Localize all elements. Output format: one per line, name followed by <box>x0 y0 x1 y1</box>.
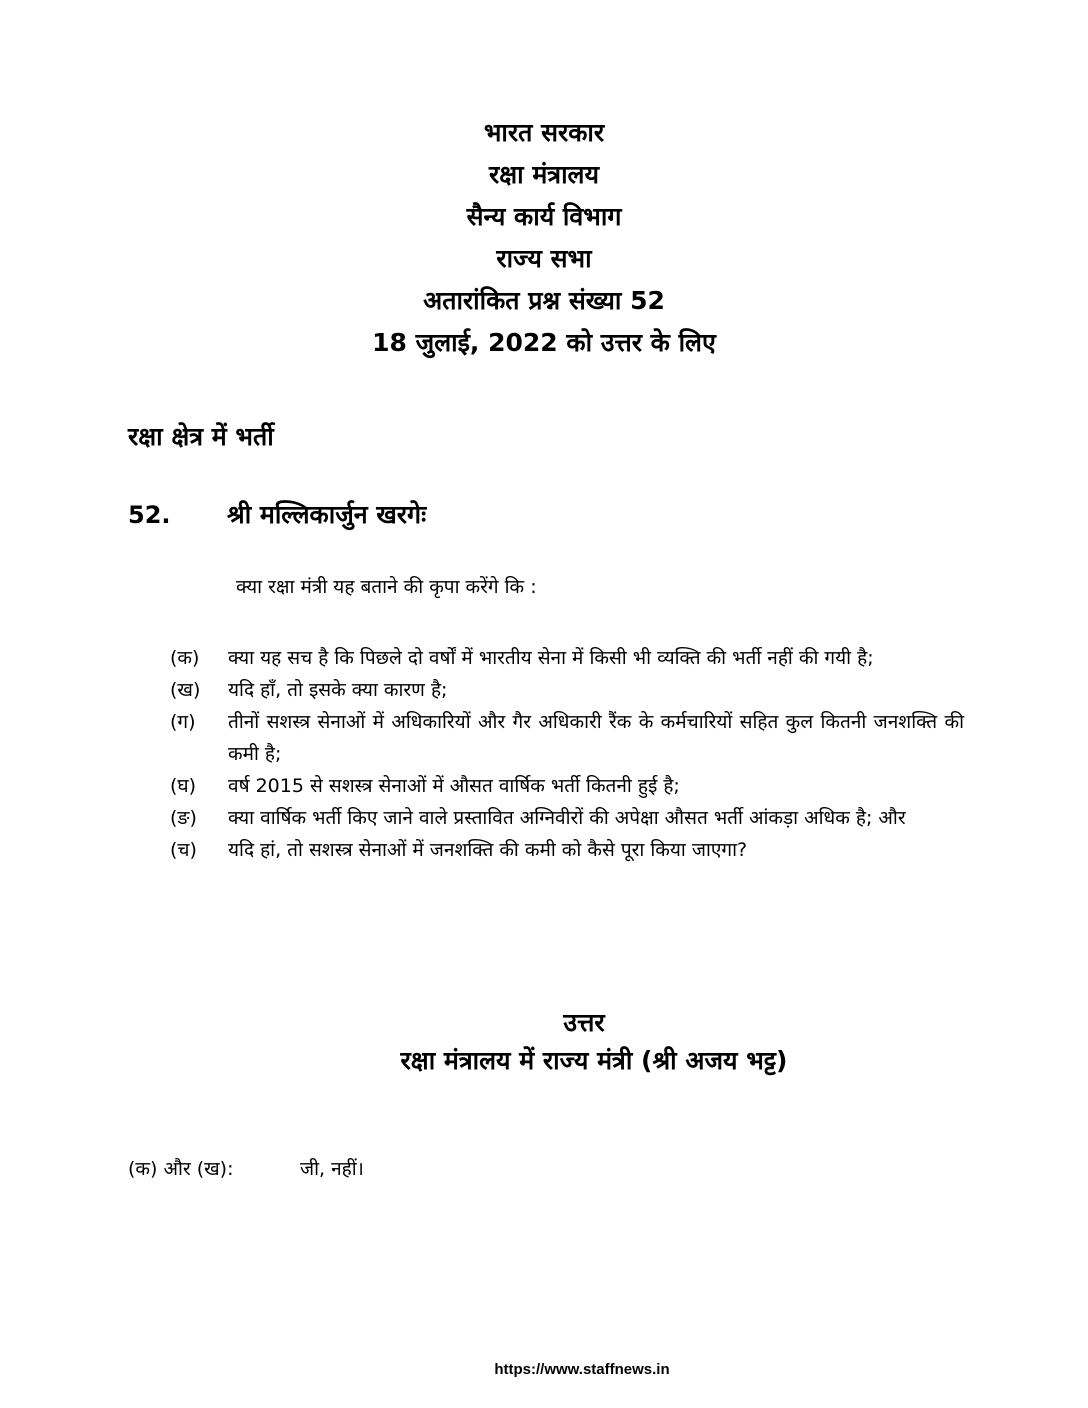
list-item <box>170 642 964 674</box>
header-government: भारत सरकार <box>483 118 605 147</box>
header-question-number: अतारांकित प्रश्न संख्या 52 <box>423 286 665 315</box>
question-number: 52. <box>128 501 171 529</box>
list-item-text: तीनों सशस्त्र सेनाओं में अधिकारियों और गैर अधिकारी रैंक के कर्मचारियों सहित कुल कितनी जनशक्ति की कमी है; <box>228 711 964 765</box>
header-answer-date: 18 जुलाई, 2022 को उत्तर के लिए <box>372 328 716 357</box>
list-item-text: यदि हाँ, तो इसके क्या कारण है; <box>228 679 448 701</box>
answer-respondent: रक्षा मंत्रालय में राज्य मंत्री (श्री अजय भट्ट) <box>400 1046 788 1075</box>
footer-url: https://www.staffnews.in <box>494 1361 670 1378</box>
list-item <box>170 706 964 770</box>
list-item-text: वर्ष 2015 से सशस्त्र सेनाओं में औसत वार्षिक भर्ती कितनी हुई है; <box>228 775 680 797</box>
header-house: राज्य सभा <box>496 244 592 273</box>
reply-text: जी, नहीं। <box>300 1158 364 1180</box>
header-department: सैन्य कार्य विभाग <box>466 202 622 231</box>
question-intro: क्या रक्षा मंत्री यह बताने की कृपा करेंगे कि : <box>236 576 537 598</box>
answer-title: उत्तर <box>563 1008 605 1037</box>
list-item <box>170 770 964 802</box>
question-list <box>170 642 964 866</box>
list-item-label: (च) <box>170 839 197 861</box>
header-ministry: रक्षा मंत्रालय <box>488 160 599 189</box>
list-item-label: (घ) <box>170 775 197 797</box>
question-subject: रक्षा क्षेत्र में भर्ती <box>128 422 274 451</box>
list-item-text: क्या वार्षिक भर्ती किए जाने वाले प्रस्तावित अग्निवीरों की अपेक्षा औसत भर्ती आंकड़ा अधिक है; और <box>228 807 906 829</box>
answer-header <box>0 1004 1088 1080</box>
list-item-label: (क) <box>170 647 200 669</box>
list-item-text: यदि हां, तो सशस्त्र सेनाओं में जनशक्ति की कमी को कैसे पूरा किया जाएगा? <box>228 839 748 861</box>
list-item <box>170 802 964 834</box>
list-item-label: (ङ) <box>170 807 197 829</box>
list-item-text: क्या यह सच है कि पिछले दो वर्षों में भारतीय सेना में किसी भी व्यक्ति की भर्ती नहीं की गयी है; <box>228 647 874 669</box>
list-item-label: (ख) <box>170 679 201 701</box>
question-asker: श्री मल्लिकार्जुन खरगेः <box>227 500 427 529</box>
answer-reply <box>128 1154 364 1184</box>
list-item-label: (ग) <box>170 711 196 733</box>
reply-label: (क) और (ख): <box>128 1158 234 1180</box>
list-item <box>170 834 964 866</box>
list-item <box>170 674 964 706</box>
document-header <box>0 112 1088 364</box>
